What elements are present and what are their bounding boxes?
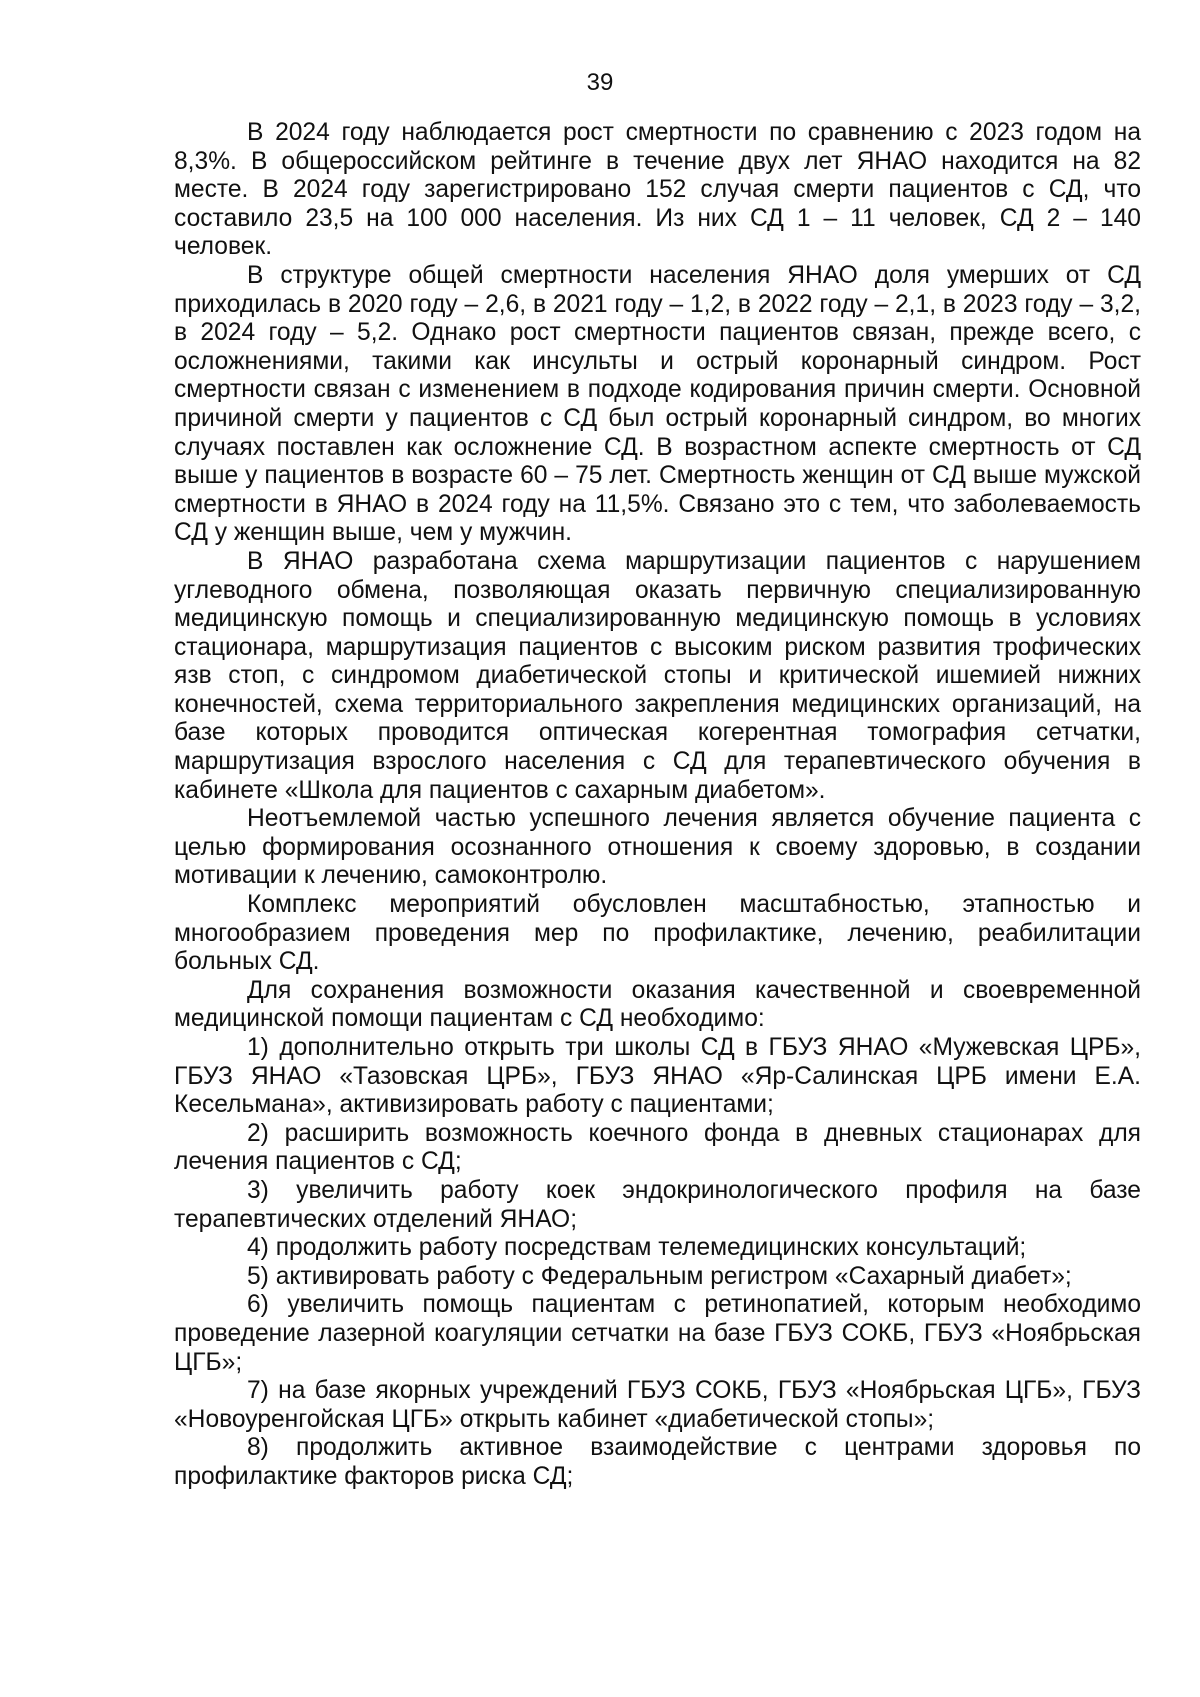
- list-item-3: [174, 1177, 1141, 1234]
- list-item-number: 2): [247, 1119, 269, 1147]
- list-item-number: 6): [247, 1291, 269, 1319]
- list-item-number: 8): [247, 1434, 269, 1462]
- list-item-4: [174, 1234, 1141, 1263]
- list-item-1: [174, 1034, 1141, 1120]
- paragraph-mortality-structure: В структуре общей смертности населения ЯНАО доля умерших от СД приходилась в 2020 году – 2,6, в 2021 году – 1,2, в 2022 году – 2,1, в 2023 году – 3,2, в 2024 году – 5,2. Однако рост смертности пациентов связан, прежде всего, с осложнениями, такими как инсульты и острый коронарный синдром. Рост смертности связан с изменением в подходе кодирования причин смерти. Основной причиной смерти у пациентов с СД был острый коронарный синдром, во многих случаях поставлен как осложнение СД. В возрастном аспекте смертность от СД выше у пациентов в возрасте 60 – 75 лет. Смертность женщин от СД выше мужской смертности в ЯНАО в 2024 году на 11,5%. Связано это с тем, что заболеваемость СД у женщин выше, чем у мужчин.: [174, 261, 1141, 547]
- list-item-number: 7): [247, 1377, 269, 1405]
- list-item-text: увеличить помощь пациентам с ретинопатией, которым необходимо проведение лазерной коагуляции сетчатки на базе ГБУЗ СОКБ, ГБУЗ «Ноябрьская ЦГБ»;: [174, 1291, 1141, 1376]
- paragraph-routing-scheme: В ЯНАО разработана схема маршрутизации пациентов с нарушением углеводного обмена, позволяющая оказать первичную специализированную медицинскую помощь и специализированную медицинскую помощь в условиях стационара, маршрутизация пациентов с высоким риском развития трофических язв стоп, с синдромом диабетической стопы и критической ишемией нижних конечностей, схема территориального закрепления медицинских организаций, на базе которых проводится оптическая когерентная томография сетчатки, маршрутизация взрослого населения с СД для терапевтического обучения в кабинете «Школа для пациентов с сахарным диабетом».: [174, 547, 1141, 804]
- paragraph-measures-complex: Комплекс мероприятий обусловлен масштабностью, этапностью и многообразием проведения мер по профилактике, лечению, реабилитации больных СД.: [174, 891, 1141, 976]
- paragraph-patient-education: Неотъемлемой частью успешного лечения является обучение пациента с целью формирования осознанного отношения к своему здоровью, в создании мотивации к лечению, самоконтролю.: [174, 805, 1141, 890]
- list-item-text: на базе якорных учреждений ГБУЗ СОКБ, ГБУЗ «Ноябрьская ЦГБ», ГБУЗ «Новоуренгойская ЦГБ» открыть кабинет «диабетической стопы»;: [174, 1377, 1141, 1433]
- list-item-text: активировать работу с Федеральным регистром «Сахарный диабет»;: [275, 1262, 1072, 1290]
- paragraph-mortality-growth: В 2024 году наблюдается рост смертности по сравнению с 2023 годом на 8,3%. В общероссийском рейтинге в течение двух лет ЯНАО находится на 82 месте. В 2024 году зарегистрировано 152 случая смерти пациентов с СД, что составило 23,5 на 100 000 населения. Из них СД 1 – 11 человек, СД 2 – 140 человек.: [174, 119, 1141, 261]
- list-item-text: продолжить активное взаимодействие с центрами здоровья по профилактике факторов риска СД;: [174, 1434, 1142, 1490]
- list-item-text: продолжить работу посредствам телемедицинских консультаций;: [275, 1234, 1027, 1262]
- list-item-8: [174, 1434, 1141, 1491]
- list-item-number: 5): [247, 1262, 269, 1290]
- list-item-text: расширить возможность коечного фонда в дневных стационарах для лечения пациентов с СД;: [174, 1119, 1141, 1176]
- list-item-7: [174, 1377, 1141, 1434]
- list-item-2: [174, 1120, 1141, 1177]
- list-item-text: дополнительно открыть три школы СД в ГБУЗ ЯНАО «Мужевская ЦРБ», ГБУЗ ЯНАО «Тазовская ЦРБ», ГБУЗ ЯНАО «Яр-Салинская ЦРБ имени Е.А. Кесельмана», активизировать работу с пациентами;: [174, 1034, 1141, 1119]
- list-item-number: 1): [247, 1034, 269, 1061]
- list-item-5: [174, 1263, 1141, 1292]
- page-number: 39: [586, 69, 614, 96]
- page-body: [174, 119, 1141, 1492]
- list-item-text: увеличить работу коек эндокринологического профиля на базе терапевтических отделений ЯНАО;: [174, 1176, 1141, 1233]
- list-item-6: [174, 1291, 1141, 1377]
- list-item-number: 3): [247, 1176, 269, 1204]
- paragraph-requirements-intro: Для сохранения возможности оказания качественной и своевременной медицинской помощи пациентам с СД необходимо:: [174, 976, 1141, 1033]
- list-item-number: 4): [247, 1234, 269, 1262]
